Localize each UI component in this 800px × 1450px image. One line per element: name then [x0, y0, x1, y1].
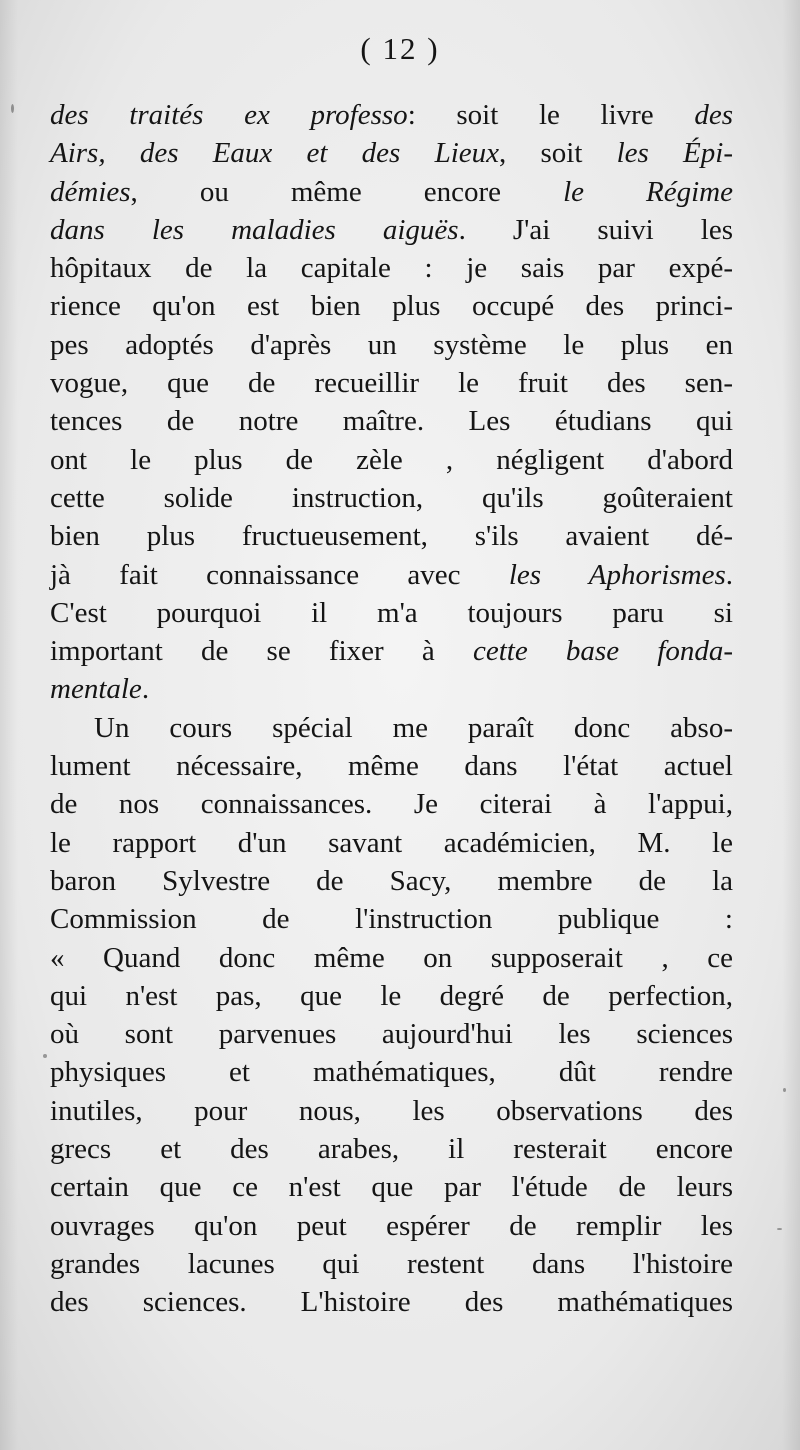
- roman-text: grecs et des arabes, il resterait encore: [50, 1133, 733, 1166]
- roman-text: , ou même encore: [130, 175, 564, 208]
- text-line: [50, 1207, 733, 1245]
- text-line: [50, 441, 733, 479]
- text-line: [50, 1092, 733, 1130]
- text-line: [50, 134, 733, 172]
- roman-text: C'est pourquoi il m'a toujours paru si: [50, 596, 733, 629]
- roman-text: physiques et mathématiques, dût rendre: [50, 1056, 733, 1089]
- roman-text: ouvrages qu'on peut espérer de remplir les: [50, 1209, 733, 1242]
- roman-text: jà fait connaissance avec: [50, 558, 509, 591]
- text-line: [50, 249, 733, 287]
- roman-text: lument nécessaire, même dans l'état actuel: [50, 750, 733, 783]
- roman-text: de nos connaissances. Je citerai à l'appui,: [50, 788, 733, 821]
- text-line: [50, 287, 733, 325]
- roman-text: où sont parvenues aujourd'hui les sciences: [50, 1018, 733, 1051]
- text-line: [50, 785, 733, 823]
- print-speck: [43, 1054, 47, 1058]
- text-line: [50, 594, 733, 632]
- roman-text: . J'ai suivi les: [458, 213, 733, 246]
- italic-text: des: [694, 99, 733, 131]
- page-left-shadow: [0, 0, 18, 1450]
- italic-text: les Aphorismes: [508, 558, 726, 591]
- roman-text: .: [141, 673, 150, 706]
- text-line: [50, 173, 733, 211]
- text-line: [50, 1168, 733, 1206]
- roman-text: Un cours spécial me paraît donc abso-: [94, 711, 733, 744]
- text-line: [50, 824, 733, 862]
- roman-text: : soit le livre: [407, 99, 695, 131]
- roman-text: cette solide instruction, qu'ils goûteraient: [50, 481, 733, 514]
- body-text: [50, 96, 733, 1322]
- roman-text: , soit: [499, 137, 617, 170]
- roman-text: grandes lacunes qui restent dans l'histoire: [50, 1247, 733, 1280]
- text-line: [50, 1283, 733, 1321]
- italic-text: cette base fonda-: [472, 635, 733, 668]
- page-right-shadow: [782, 0, 800, 1450]
- italic-text: dans les maladies aiguës: [50, 213, 459, 246]
- page-number: ( 12 ): [360, 31, 440, 66]
- italic-text: les Épi-: [616, 137, 733, 170]
- text-line: [50, 364, 733, 402]
- roman-text: vogue, que de recueillir le fruit des sen-: [50, 367, 733, 400]
- roman-text: hôpitaux de la capitale : je sais par expé-: [50, 252, 733, 285]
- roman-text: inutiles, pour nous, les observations des: [50, 1094, 733, 1127]
- text-line: [50, 670, 733, 708]
- roman-text: rience qu'on est bien plus occupé des princi-: [50, 290, 733, 323]
- roman-text: Commission de l'instruction publique :: [50, 903, 733, 936]
- text-line: [50, 326, 733, 364]
- italic-text: des traités ex professo: [50, 99, 408, 131]
- text-line: [50, 479, 733, 517]
- roman-text: pes adoptés d'après un système le plus en: [50, 328, 733, 361]
- roman-text: bien plus fructueusement, s'ils avaient dé-: [50, 520, 733, 553]
- text-line: [50, 939, 733, 977]
- roman-text: .: [725, 558, 733, 591]
- italic-text: mentale: [50, 673, 142, 706]
- text-line: [50, 96, 733, 134]
- italic-text: le Régime: [563, 175, 733, 208]
- text-line: [50, 709, 733, 747]
- roman-text: le rapport d'un savant académicien, M. le: [50, 826, 733, 859]
- roman-text: ont le plus de zèle , négligent d'abord: [50, 443, 733, 476]
- roman-text: « Quand donc même on supposerait , ce: [50, 941, 733, 974]
- text-line: [50, 517, 733, 555]
- italic-text: Airs, des Eaux et des Lieux: [50, 137, 499, 170]
- text-line: [50, 211, 733, 249]
- text-line: [50, 402, 733, 440]
- text-line: [50, 1015, 733, 1053]
- roman-text: important de se fixer à: [50, 635, 473, 668]
- print-speck: [777, 1228, 782, 1230]
- text-line: [50, 977, 733, 1015]
- roman-text: certain que ce n'est que par l'étude de leurs: [50, 1171, 733, 1204]
- text-line: [50, 900, 733, 938]
- text-line: [50, 1245, 733, 1283]
- text-line: [50, 747, 733, 785]
- text-line: [50, 632, 733, 670]
- roman-text: des sciences. L'histoire des mathématiques: [50, 1286, 733, 1319]
- italic-text: démies: [50, 175, 131, 208]
- text-line: [50, 1130, 733, 1168]
- roman-text: baron Sylvestre de Sacy, membre de la: [50, 864, 733, 897]
- print-speck: [11, 104, 14, 113]
- text-line: [50, 1053, 733, 1091]
- text-line: [50, 862, 733, 900]
- roman-text: qui n'est pas, que le degré de perfection,: [50, 979, 733, 1012]
- print-speck: [783, 1088, 786, 1092]
- roman-text: tences de notre maître. Les étudians qui: [50, 405, 733, 438]
- text-line: [50, 556, 733, 594]
